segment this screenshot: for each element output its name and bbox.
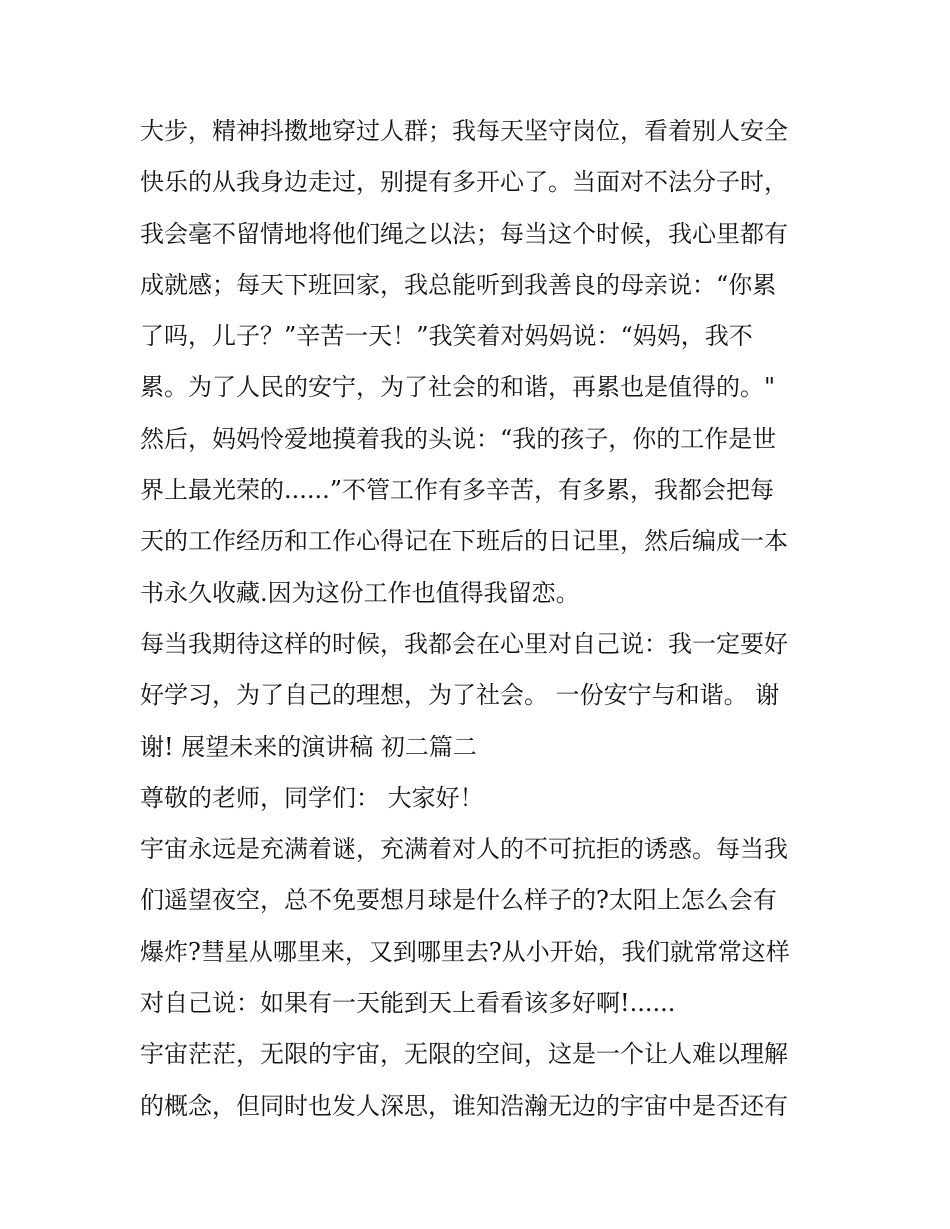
text-line: 书永久收藏.因为这份工作也值得我留恋。: [140, 578, 580, 607]
text-line: 快乐的从我身边走过，别提有多开心了。当面对不法分子时，: [140, 168, 788, 197]
document-body: [140, 106, 820, 1132]
text-line: 了吗，儿子？”辛苦一天！”我笑着对妈妈说：“妈妈，我不: [140, 322, 753, 351]
text-line: 累。为了人民的安宁，为了社会的和谐，再累也是值得的。": [140, 373, 776, 402]
text-line: 的概念，但同时也发人深思，谁知浩瀚无边的宇宙中是否还有: [140, 1091, 788, 1120]
salutation-line: 尊敬的老师，同学们： 大家好！: [140, 783, 484, 812]
text-line: 们遥望夜空，总不免要想月球是什么样子的?太阳上怎么会有: [140, 886, 777, 915]
section-heading-line: 谢! 展望未来的演讲稿 初二篇二: [140, 732, 477, 761]
text-line: 然后，妈妈怜爱地摸着我的头说：“我的孩子，你的工作是世: [140, 424, 777, 453]
text-line: 每当我期待这样的时候，我都会在心里对自己说：我一定要好: [140, 629, 788, 658]
text-line: 好学习，为了自己的理想，为了社会。 一份安宁与和谐。 谢: [140, 681, 780, 710]
text-line: 宇宙永远是充满着谜，充满着对人的不可抗拒的诱惑。每当我: [140, 835, 788, 864]
text-line: 大步，精神抖擞地穿过人群；我每天坚守岗位，看着别人安全: [140, 117, 788, 145]
text-line: 爆炸?彗星从哪里来，又到哪里去?从小开始，我们就常常这样: [140, 937, 790, 966]
text-line: 宇宙茫茫，无限的宇宙，无限的空间，这是一个让人难以理解: [140, 1040, 788, 1069]
text-line: 界上最光荣的......”不管工作有多辛苦，有多累，我都会把每: [140, 476, 775, 505]
text-line: 成就感；每天下班回家，我总能听到我善良的母亲说：“你累: [140, 270, 777, 299]
text-line: 对自己说：如果有一天能到天上看看该多好啊!......: [140, 989, 676, 1018]
text-line: 我会毫不留情地将他们绳之以法；每当这个时候，我心里都有: [140, 219, 788, 248]
text-line: 天的工作经历和工作心得记在下班后的日记里，然后编成一本: [140, 527, 788, 556]
